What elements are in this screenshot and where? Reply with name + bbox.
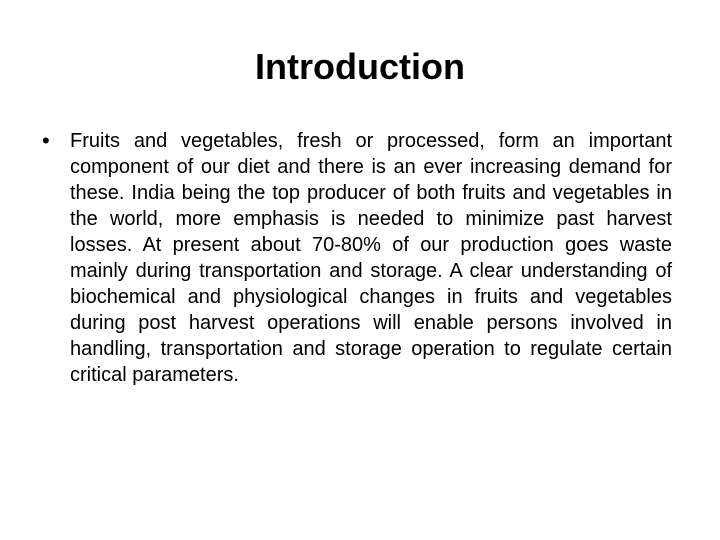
slide-title: Introduction [255,46,465,87]
bullet-item [42,128,672,388]
bullet-marker-icon: • [42,128,50,153]
bullet-text: Fruits and vegetables, fresh or processed, form an important component of our diet and there is an ever increasing demand for these. India being the top producer of both fruits and vegetables in the world, more emphasis is needed to minimize past harvest losses. At present about 70-80% of our production goes waste mainly during transportation and storage. A clear understanding of biochemical and physiological changes in fruits and vegetables during post harvest operations will enable persons involved in handling, transportation and storage operation to regulate certain critical parameters. [70,130,672,386]
slide-content [42,128,672,388]
